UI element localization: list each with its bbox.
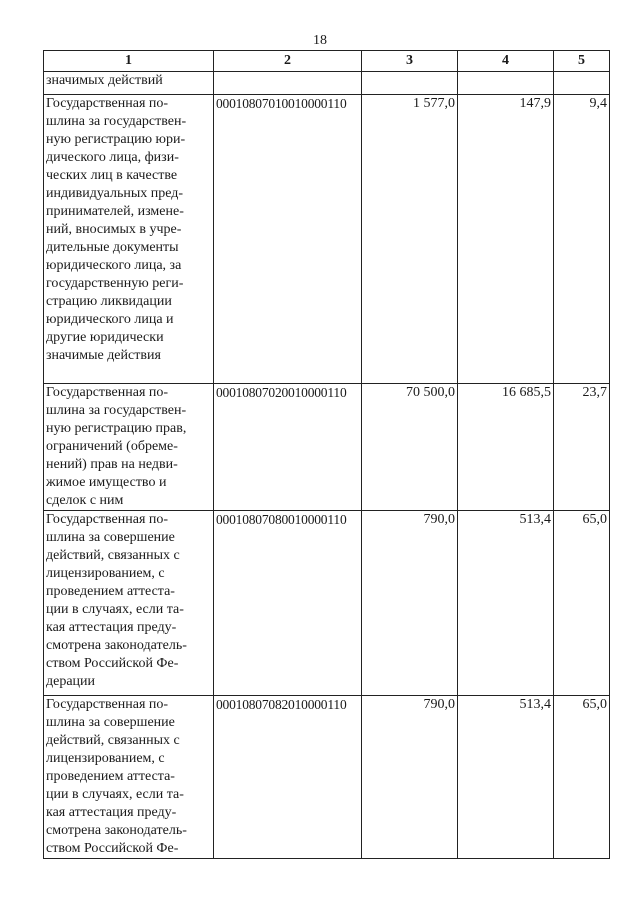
row-col4: 16 685,5 (458, 384, 554, 511)
row-col3: 790,0 (362, 511, 458, 696)
table-row (44, 511, 610, 696)
header-col-1: 1 (44, 51, 214, 72)
row-col4: 513,4 (458, 511, 554, 696)
table-row (44, 95, 610, 384)
row-col3: 70 500,0 (362, 384, 458, 511)
table-header-row (44, 51, 610, 72)
row-col5: 65,0 (554, 511, 610, 696)
continuation-row (44, 72, 610, 95)
row-name: Государственная по- шлина за совершение действий, связанных с лицензированием, с проведением аттеста- ции в случаях, если та- кая аттестация преду- смотрена законодатель- ством Российской Фе- дерации (44, 511, 214, 696)
budget-table (43, 50, 610, 859)
row-name: Государственная по- шлина за государствен- ную регистрацию юри- дического лица, физи- ческих лиц в качестве индивидуальных пред- принимателей, измене- ний, вносимых в учре- дительные документы юридического лица, за государственную реги- страцию ликвидации юридического лица и другие юридически значимые действия (44, 95, 214, 384)
continuation-text: значимых действий (44, 72, 214, 95)
header-col-2: 2 (214, 51, 362, 72)
row-col5: 65,0 (554, 696, 610, 859)
header-col-4: 4 (458, 51, 554, 72)
row-code: 00010807080010000110 (214, 511, 362, 696)
row-name: Государственная по- шлина за государствен- ную регистрацию прав, ограничений (обреме- нений) прав на недви- жимое имущество и сделок с ним (44, 384, 214, 511)
header-col-5: 5 (554, 51, 610, 72)
header-col-3: 3 (362, 51, 458, 72)
row-code: 00010807020010000110 (214, 384, 362, 511)
table-row (44, 384, 610, 511)
row-code: 00010807082010000110 (214, 696, 362, 859)
row-col3: 1 577,0 (362, 95, 458, 384)
row-col4: 147,9 (458, 95, 554, 384)
page-number: 18 (313, 33, 327, 48)
row-name: Государственная по- шлина за совершение действий, связанных с лицензированием, с проведением аттеста- ции в случаях, если та- кая аттестация преду- смотрена законодатель- ством Российской Фе- (44, 696, 214, 859)
table-row (44, 696, 610, 859)
row-col3: 790,0 (362, 696, 458, 859)
row-col5: 23,7 (554, 384, 610, 511)
row-col5: 9,4 (554, 95, 610, 384)
row-col4: 513,4 (458, 696, 554, 859)
row-code: 00010807010010000110 (214, 95, 362, 384)
